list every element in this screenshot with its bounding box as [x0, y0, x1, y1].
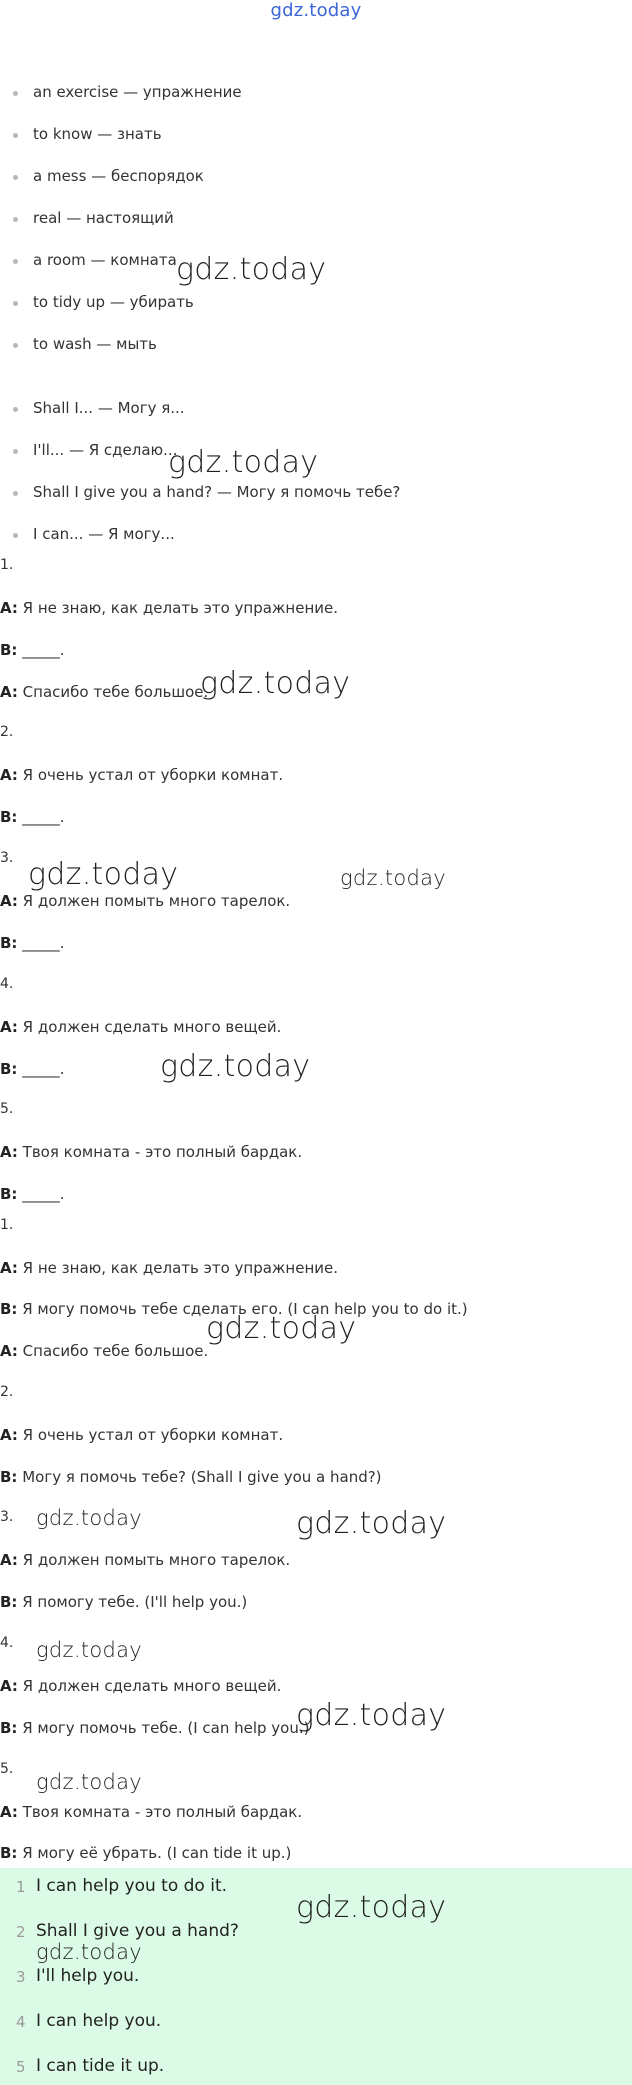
dialogue-line	[0, 1803, 302, 1821]
dialogue-text: Я могу её убрать. (I can tide it up.)	[22, 1844, 292, 1862]
bullet-dot	[13, 91, 18, 96]
speaker-label: A:	[0, 766, 18, 784]
bullet-dot	[13, 449, 18, 454]
dialogue-text: Я должен сделать много вещей.	[22, 1018, 282, 1036]
list-item: I'll... — Я сделаю...	[33, 441, 178, 459]
item-number: 3.	[0, 850, 14, 866]
watermark: gdz.today	[296, 1698, 447, 1733]
dialogue-text: Я не знаю, как делать это упражнение.	[22, 599, 339, 617]
item-number: 5.	[0, 1101, 14, 1117]
dialogue-line	[0, 1018, 281, 1036]
speaker-label: B:	[0, 934, 18, 952]
bullet-dot	[13, 343, 18, 348]
list-item: I can... — Я могу...	[33, 525, 175, 543]
speaker-label: A:	[0, 1551, 18, 1569]
watermark: gdz.today	[36, 1638, 143, 1662]
speaker-label: B:	[0, 1185, 18, 1203]
answer-number: 3	[16, 1968, 26, 1986]
item-number: 3.	[0, 1509, 14, 1525]
dialogue-line	[0, 1551, 290, 1569]
dialogue-text: Твоя комната - это полный бардак.	[22, 1803, 303, 1821]
answer-number: 4	[16, 2013, 26, 2031]
list-item: an exercise — упражнение	[33, 83, 242, 101]
watermark: gdz.today	[296, 1506, 447, 1541]
speaker-label: B:	[0, 1593, 18, 1611]
dialogue-text: Я должен сделать много вещей.	[22, 1677, 282, 1695]
dialogue-text: Я очень устал от уборки комнат.	[22, 766, 284, 784]
dialogue-text: Твоя комната - это полный бардак.	[22, 1143, 303, 1161]
dialogue-text: Спасибо тебе большое.	[22, 1342, 209, 1360]
answer-text: I can help you to do it.	[36, 1876, 228, 1896]
speaker-label: A:	[0, 1342, 18, 1360]
answer-number: 2	[16, 1923, 26, 1941]
list-item: Shall I give you a hand? — Могу я помочь тебе?	[33, 483, 401, 501]
dialogue-line	[0, 1143, 302, 1161]
dialogue-text: _____.	[22, 641, 65, 659]
bullet-dot	[13, 491, 18, 496]
item-number: 2.	[0, 724, 14, 740]
speaker-label: A:	[0, 1018, 18, 1036]
dialogue-line	[0, 1426, 283, 1444]
dialogue-text: Я не знаю, как делать это упражнение.	[22, 1259, 339, 1277]
bullet-dot	[13, 301, 18, 306]
speaker-label: A:	[0, 1259, 18, 1277]
dialogue-text: _____.	[22, 1060, 65, 1078]
answer-text: Shall I give you a hand?	[36, 1921, 239, 1941]
bullet-dot	[13, 175, 18, 180]
watermark: gdz.today	[340, 866, 447, 890]
dialogue-text: _____.	[22, 1185, 65, 1203]
dialogue-text: Я могу помочь тебе. (I can help you.)	[22, 1719, 310, 1737]
dialogue-text: Я помогу тебе. (I'll help you.)	[22, 1593, 248, 1611]
list-item: a mess — беспорядок	[33, 167, 204, 185]
answer-text: I can help you.	[36, 2011, 162, 2031]
watermark: gdz.today	[160, 1049, 311, 1084]
answer-text: I can tide it up.	[36, 2056, 165, 2076]
dialogue-line	[0, 934, 65, 952]
dialogue-line	[0, 599, 338, 617]
watermark: gdz.today	[200, 666, 351, 701]
bullet-dot	[13, 259, 18, 264]
speaker-label: A:	[0, 599, 18, 617]
answer-text: I'll help you.	[36, 1966, 140, 1986]
speaker-label: A:	[0, 1677, 18, 1695]
speaker-label: A:	[0, 683, 18, 701]
dialogue-text: Спасибо тебе большое.	[22, 683, 209, 701]
watermark: gdz.today	[28, 857, 179, 892]
item-number: 5.	[0, 1761, 14, 1777]
speaker-label: B:	[0, 1060, 18, 1078]
bullet-dot	[13, 217, 18, 222]
dialogue-line	[0, 766, 283, 784]
answer-number: 1	[16, 1878, 26, 1896]
dialogue-line	[0, 1185, 65, 1203]
list-item: to know — знать	[33, 125, 162, 143]
speaker-label: A:	[0, 1426, 18, 1444]
dialogue-line	[0, 1468, 382, 1486]
speaker-label: A:	[0, 892, 18, 910]
watermark: gdz.today	[36, 1940, 143, 1964]
watermark: gdz.today	[296, 1890, 447, 1925]
dialogue-line	[0, 892, 290, 910]
list-item: a room — комната	[33, 251, 177, 269]
speaker-label: A:	[0, 1143, 18, 1161]
dialogue-text: Я должен помыть много тарелок.	[22, 892, 291, 910]
speaker-label: B:	[0, 1844, 18, 1862]
speaker-label: B:	[0, 808, 18, 826]
dialogue-line	[0, 641, 65, 659]
item-number: 1.	[0, 1217, 14, 1233]
list-item: Shall I... — Могу я...	[33, 399, 185, 417]
dialogue-text: Я очень устал от уборки комнат.	[22, 1426, 284, 1444]
watermark: gdz.today	[206, 1311, 357, 1346]
answer-number: 5	[16, 2058, 26, 2076]
watermark: gdz.today	[36, 1506, 143, 1530]
item-number: 2.	[0, 1384, 14, 1400]
dialogue-text: Я должен помыть много тарелок.	[22, 1551, 291, 1569]
dialogue-line	[0, 1060, 65, 1078]
dialogue-line	[0, 1677, 281, 1695]
item-number: 1.	[0, 557, 14, 573]
site-logo[interactable]: gdz.today	[270, 0, 362, 21]
item-number: 4.	[0, 1635, 14, 1651]
dialogue-text: _____.	[22, 934, 65, 952]
speaker-label: B:	[0, 641, 18, 659]
dialogue-text: Я могу помочь тебе сделать его. (I can help you to do it.)	[22, 1300, 468, 1318]
dialogue-line	[0, 1593, 247, 1611]
watermark: gdz.today	[168, 445, 319, 480]
dialogue-line	[0, 1719, 310, 1737]
dialogue-line	[0, 683, 208, 701]
speaker-label: B:	[0, 1300, 18, 1318]
list-item: to tidy up — убирать	[33, 293, 194, 311]
bullet-dot	[13, 407, 18, 412]
watermark: gdz.today	[36, 1770, 143, 1794]
speaker-label: B:	[0, 1719, 18, 1737]
dialogue-line	[0, 1844, 291, 1862]
list-item: to wash — мыть	[33, 335, 157, 353]
dialogue-line	[0, 1342, 208, 1360]
bullet-dot	[13, 533, 18, 538]
dialogue-text: Могу я помочь тебе? (Shall I give you a hand?)	[22, 1468, 382, 1486]
dialogue-line	[0, 808, 65, 826]
speaker-label: A:	[0, 1803, 18, 1821]
bullet-dot	[13, 133, 18, 138]
list-item: real — настоящий	[33, 209, 174, 227]
watermark: gdz.today	[176, 252, 327, 287]
dialogue-line	[0, 1259, 338, 1277]
speaker-label: B:	[0, 1468, 18, 1486]
item-number: 4.	[0, 976, 14, 992]
dialogue-text: _____.	[22, 808, 65, 826]
